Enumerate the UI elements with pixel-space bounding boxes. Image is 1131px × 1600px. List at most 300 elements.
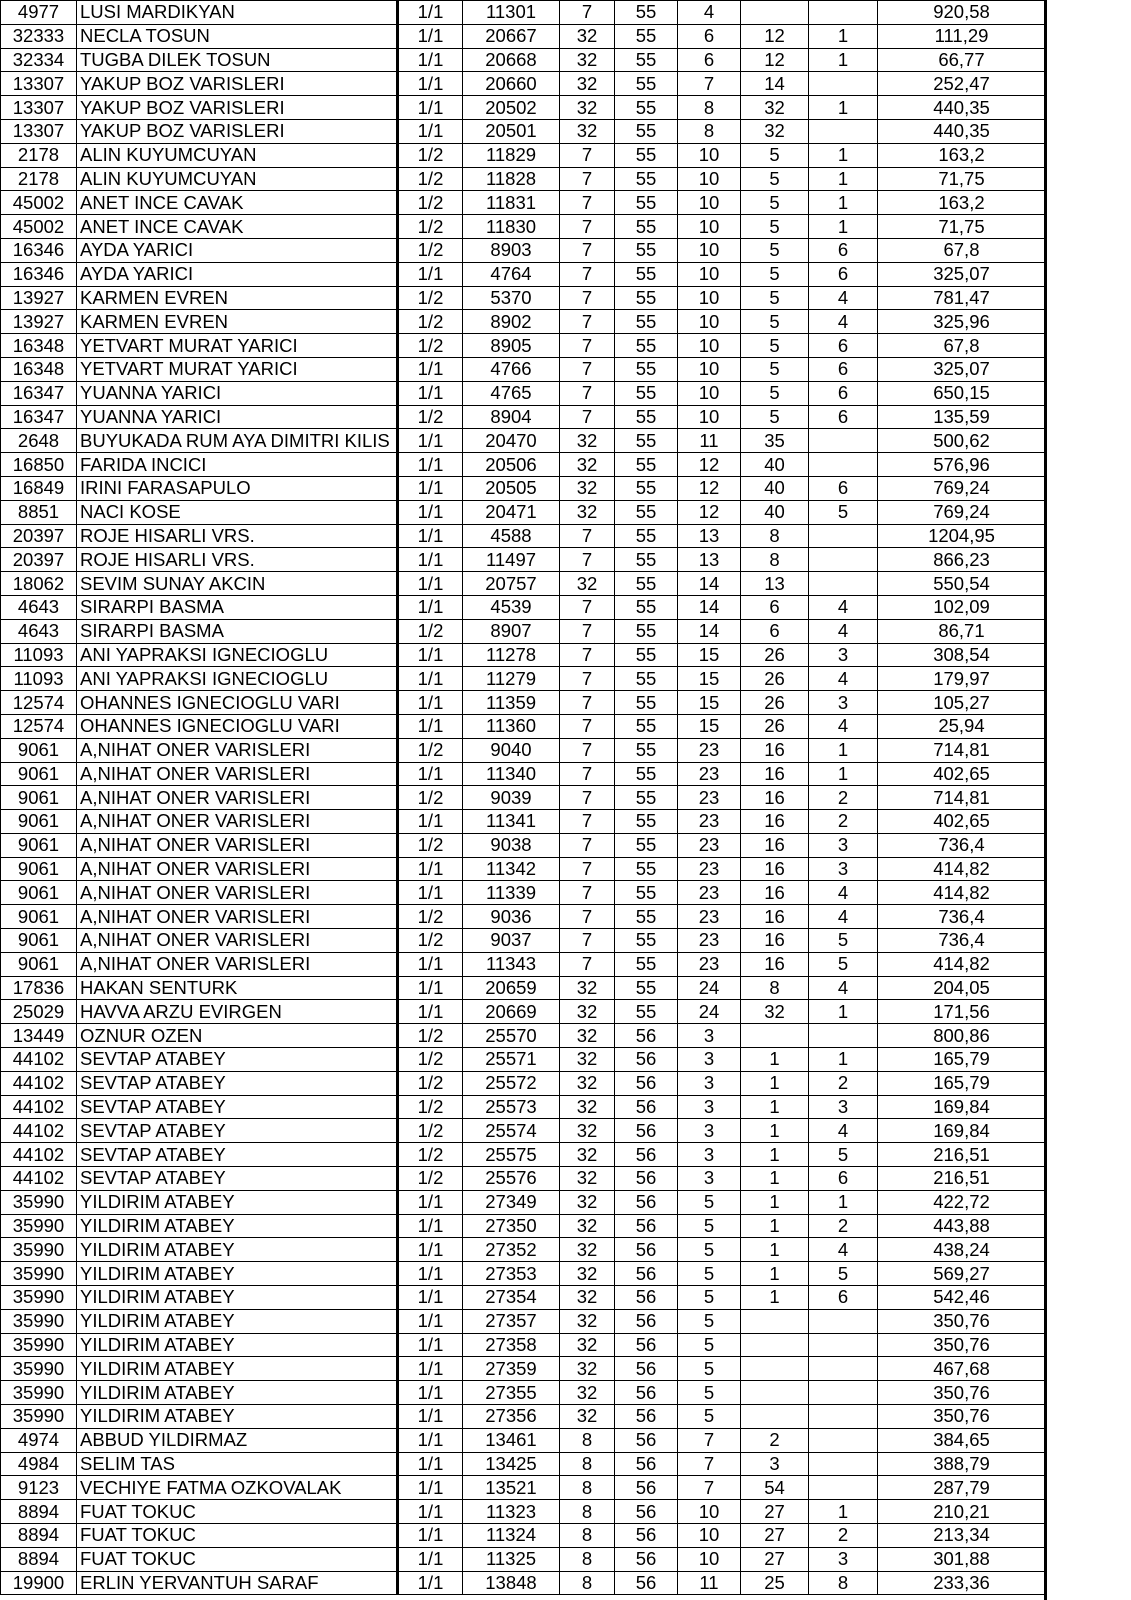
record-no-cell: 13461 — [463, 1428, 560, 1452]
share-cell: 1/1 — [398, 643, 463, 667]
lot-cell: 16 — [741, 786, 809, 810]
area-code-cell: 32 — [560, 1238, 615, 1262]
block-code-cell: 55 — [615, 381, 678, 405]
block-code-cell: 55 — [615, 24, 678, 48]
unit-cell: 4 — [809, 595, 878, 619]
parcel-cell: 14 — [678, 595, 741, 619]
amount-cell: 350,76 — [878, 1381, 1046, 1405]
lot-cell: 35 — [741, 429, 809, 453]
lot-cell: 2 — [741, 1428, 809, 1452]
block-code-cell: 55 — [615, 810, 678, 834]
owner-id-cell: 9061 — [1, 810, 77, 834]
block-code-cell: 56 — [615, 1143, 678, 1167]
record-no-cell: 11278 — [463, 643, 560, 667]
amount-cell: 920,58 — [878, 1, 1046, 25]
owner-name-cell: SEVTAP ATABEY — [77, 1095, 398, 1119]
owner-name-cell: ABBUD YILDIRMAZ — [77, 1428, 398, 1452]
share-cell: 1/2 — [398, 1143, 463, 1167]
share-cell: 1/1 — [398, 72, 463, 96]
block-code-cell: 56 — [615, 1071, 678, 1095]
table-row — [1, 96, 1046, 120]
owner-id-cell: 13307 — [1, 72, 77, 96]
block-code-cell: 55 — [615, 72, 678, 96]
block-code-cell: 56 — [615, 1405, 678, 1429]
amount-cell: 179,97 — [878, 667, 1046, 691]
lot-cell: 8 — [741, 976, 809, 1000]
parcel-cell: 24 — [678, 976, 741, 1000]
table-row — [1, 119, 1046, 143]
parcel-cell: 5 — [678, 1190, 741, 1214]
share-cell: 1/2 — [398, 929, 463, 953]
owner-name-cell: LUSI MARDIKYAN — [77, 1, 398, 25]
lot-cell: 16 — [741, 881, 809, 905]
table-row — [1, 143, 1046, 167]
owner-name-cell: A,NIHAT ONER VARISLERI — [77, 738, 398, 762]
share-cell: 1/1 — [398, 48, 463, 72]
owner-name-cell: ANI YAPRAKSI IGNECIOGLU — [77, 643, 398, 667]
unit-cell: 5 — [809, 500, 878, 524]
unit-cell: 6 — [809, 405, 878, 429]
record-no-cell: 20669 — [463, 1000, 560, 1024]
lot-cell: 1 — [741, 1214, 809, 1238]
parcel-cell: 5 — [678, 1381, 741, 1405]
area-code-cell: 7 — [560, 357, 615, 381]
owner-id-cell: 32333 — [1, 24, 77, 48]
table-row — [1, 405, 1046, 429]
area-code-cell: 7 — [560, 167, 615, 191]
lot-cell: 16 — [741, 952, 809, 976]
owner-id-cell: 2648 — [1, 429, 77, 453]
owner-name-cell: ERLIN YERVANTUH SARAF — [77, 1571, 398, 1595]
table-row — [1, 1357, 1046, 1381]
unit-cell: 1 — [809, 143, 878, 167]
share-cell: 1/2 — [398, 1167, 463, 1191]
table-row — [1, 1547, 1046, 1571]
amount-cell: 350,76 — [878, 1333, 1046, 1357]
record-no-cell: 27359 — [463, 1357, 560, 1381]
owner-id-cell: 9061 — [1, 905, 77, 929]
block-code-cell: 55 — [615, 667, 678, 691]
table-row — [1, 1214, 1046, 1238]
block-code-cell: 56 — [615, 1500, 678, 1524]
parcel-cell: 15 — [678, 691, 741, 715]
share-cell: 1/1 — [398, 262, 463, 286]
area-code-cell: 7 — [560, 524, 615, 548]
table-row — [1, 1143, 1046, 1167]
lot-cell — [741, 1381, 809, 1405]
record-no-cell: 27357 — [463, 1309, 560, 1333]
lot-cell — [741, 1, 809, 25]
owner-name-cell: AYDA YARICI — [77, 238, 398, 262]
table-row — [1, 1500, 1046, 1524]
table-row — [1, 1524, 1046, 1548]
record-no-cell: 27355 — [463, 1381, 560, 1405]
unit-cell: 1 — [809, 1000, 878, 1024]
record-no-cell: 13848 — [463, 1571, 560, 1595]
unit-cell: 3 — [809, 857, 878, 881]
lot-cell: 5 — [741, 357, 809, 381]
amount-cell: 550,54 — [878, 572, 1046, 596]
amount-cell: 402,65 — [878, 810, 1046, 834]
table-row — [1, 572, 1046, 596]
unit-cell — [809, 1357, 878, 1381]
area-code-cell: 7 — [560, 905, 615, 929]
table-row — [1, 1571, 1046, 1595]
owner-name-cell: ROJE HISARLI VRS. — [77, 548, 398, 572]
amount-cell: 1204,95 — [878, 524, 1046, 548]
parcel-cell: 6 — [678, 24, 741, 48]
unit-cell: 4 — [809, 905, 878, 929]
share-cell: 1/2 — [398, 1048, 463, 1072]
block-code-cell: 56 — [615, 1309, 678, 1333]
lot-cell: 16 — [741, 810, 809, 834]
owner-id-cell: 16348 — [1, 334, 77, 358]
block-code-cell: 55 — [615, 714, 678, 738]
share-cell: 1/1 — [398, 1547, 463, 1571]
amount-cell: 576,96 — [878, 453, 1046, 477]
share-cell: 1/2 — [398, 238, 463, 262]
owner-id-cell: 9123 — [1, 1476, 77, 1500]
table-row — [1, 1452, 1046, 1476]
area-code-cell: 7 — [560, 310, 615, 334]
lot-cell: 1 — [741, 1143, 809, 1167]
parcel-cell: 10 — [678, 143, 741, 167]
owner-name-cell: YILDIRIM ATABEY — [77, 1190, 398, 1214]
owner-name-cell: ANI YAPRAKSI IGNECIOGLU — [77, 667, 398, 691]
share-cell: 1/2 — [398, 1095, 463, 1119]
lot-cell: 25 — [741, 1571, 809, 1595]
block-code-cell: 55 — [615, 929, 678, 953]
lot-cell: 16 — [741, 857, 809, 881]
lot-cell: 6 — [741, 595, 809, 619]
amount-cell: 542,46 — [878, 1286, 1046, 1310]
share-cell: 1/1 — [398, 119, 463, 143]
parcel-cell: 8 — [678, 119, 741, 143]
area-code-cell: 7 — [560, 857, 615, 881]
record-no-cell: 20668 — [463, 48, 560, 72]
amount-cell: 414,82 — [878, 857, 1046, 881]
unit-cell: 5 — [809, 1262, 878, 1286]
table-row — [1, 24, 1046, 48]
owner-id-cell: 35990 — [1, 1333, 77, 1357]
owner-name-cell: SIRARPI BASMA — [77, 619, 398, 643]
owner-id-cell: 8851 — [1, 500, 77, 524]
parcel-cell: 11 — [678, 429, 741, 453]
block-code-cell: 55 — [615, 453, 678, 477]
table-row — [1, 762, 1046, 786]
table-row — [1, 1428, 1046, 1452]
owner-id-cell: 13449 — [1, 1024, 77, 1048]
table-row — [1, 833, 1046, 857]
area-code-cell: 7 — [560, 738, 615, 762]
table-row — [1, 476, 1046, 500]
block-code-cell: 56 — [615, 1524, 678, 1548]
area-code-cell: 7 — [560, 215, 615, 239]
parcel-cell: 14 — [678, 619, 741, 643]
area-code-cell: 7 — [560, 714, 615, 738]
share-cell: 1/1 — [398, 1238, 463, 1262]
lot-cell: 5 — [741, 191, 809, 215]
block-code-cell: 55 — [615, 786, 678, 810]
amount-cell: 163,2 — [878, 191, 1046, 215]
amount-cell: 71,75 — [878, 167, 1046, 191]
owner-id-cell: 44102 — [1, 1119, 77, 1143]
owner-id-cell: 13307 — [1, 119, 77, 143]
record-no-cell: 20667 — [463, 24, 560, 48]
share-cell: 1/1 — [398, 476, 463, 500]
block-code-cell: 55 — [615, 191, 678, 215]
owner-name-cell: A,NIHAT ONER VARISLERI — [77, 786, 398, 810]
amount-cell: 233,36 — [878, 1571, 1046, 1595]
owner-id-cell: 16347 — [1, 405, 77, 429]
record-no-cell: 11339 — [463, 881, 560, 905]
owner-name-cell: VECHIYE FATMA OZKOVALAK — [77, 1476, 398, 1500]
lot-cell: 16 — [741, 833, 809, 857]
unit-cell: 1 — [809, 167, 878, 191]
owner-id-cell: 16849 — [1, 476, 77, 500]
record-no-cell: 4765 — [463, 381, 560, 405]
area-code-cell: 7 — [560, 286, 615, 310]
owner-name-cell: IRINI FARASAPULO — [77, 476, 398, 500]
unit-cell — [809, 1381, 878, 1405]
parcel-cell: 23 — [678, 929, 741, 953]
lot-cell: 6 — [741, 619, 809, 643]
unit-cell: 4 — [809, 1238, 878, 1262]
parcel-cell: 14 — [678, 572, 741, 596]
table-row — [1, 310, 1046, 334]
table-row — [1, 976, 1046, 1000]
owner-name-cell: A,NIHAT ONER VARISLERI — [77, 881, 398, 905]
parcel-cell: 5 — [678, 1309, 741, 1333]
owner-id-cell: 45002 — [1, 191, 77, 215]
owner-name-cell: A,NIHAT ONER VARISLERI — [77, 905, 398, 929]
area-code-cell: 8 — [560, 1571, 615, 1595]
share-cell: 1/1 — [398, 1571, 463, 1595]
owner-name-cell: ROJE HISARLI VRS. — [77, 524, 398, 548]
lot-cell — [741, 1405, 809, 1429]
record-no-cell: 13425 — [463, 1452, 560, 1476]
owner-name-cell: FUAT TOKUC — [77, 1524, 398, 1548]
unit-cell: 1 — [809, 96, 878, 120]
table-row — [1, 1405, 1046, 1429]
unit-cell: 4 — [809, 881, 878, 905]
owner-name-cell: SEVTAP ATABEY — [77, 1119, 398, 1143]
record-no-cell: 8905 — [463, 334, 560, 358]
record-no-cell: 11831 — [463, 191, 560, 215]
parcel-cell: 10 — [678, 262, 741, 286]
owner-id-cell: 44102 — [1, 1143, 77, 1167]
lot-cell: 27 — [741, 1524, 809, 1548]
area-code-cell: 32 — [560, 429, 615, 453]
amount-cell: 86,71 — [878, 619, 1046, 643]
block-code-cell: 55 — [615, 357, 678, 381]
amount-cell: 350,76 — [878, 1405, 1046, 1429]
unit-cell — [809, 72, 878, 96]
table-row — [1, 1000, 1046, 1024]
table-row — [1, 357, 1046, 381]
block-code-cell: 56 — [615, 1167, 678, 1191]
share-cell: 1/2 — [398, 286, 463, 310]
block-code-cell: 55 — [615, 143, 678, 167]
table-row — [1, 786, 1046, 810]
table-row — [1, 548, 1046, 572]
record-no-cell: 20470 — [463, 429, 560, 453]
amount-cell: 414,82 — [878, 881, 1046, 905]
share-cell: 1/1 — [398, 1190, 463, 1214]
share-cell: 1/1 — [398, 1357, 463, 1381]
lot-cell: 32 — [741, 1000, 809, 1024]
owner-name-cell: SELIM TAS — [77, 1452, 398, 1476]
lot-cell: 5 — [741, 167, 809, 191]
share-cell: 1/1 — [398, 1500, 463, 1524]
block-code-cell: 55 — [615, 48, 678, 72]
share-cell: 1/1 — [398, 357, 463, 381]
owner-id-cell: 8894 — [1, 1500, 77, 1524]
record-no-cell: 11829 — [463, 143, 560, 167]
unit-cell: 2 — [809, 810, 878, 834]
owner-name-cell: ALIN KUYUMCUYAN — [77, 167, 398, 191]
block-code-cell: 55 — [615, 833, 678, 857]
unit-cell: 3 — [809, 1547, 878, 1571]
unit-cell — [809, 1024, 878, 1048]
record-no-cell: 11343 — [463, 952, 560, 976]
record-no-cell: 25570 — [463, 1024, 560, 1048]
owner-id-cell: 2178 — [1, 143, 77, 167]
record-no-cell: 13521 — [463, 1476, 560, 1500]
area-code-cell: 32 — [560, 1333, 615, 1357]
lot-cell: 26 — [741, 714, 809, 738]
owner-id-cell: 20397 — [1, 548, 77, 572]
record-no-cell: 27354 — [463, 1286, 560, 1310]
block-code-cell: 55 — [615, 286, 678, 310]
amount-cell: 769,24 — [878, 500, 1046, 524]
owner-name-cell: A,NIHAT ONER VARISLERI — [77, 762, 398, 786]
area-code-cell: 32 — [560, 1119, 615, 1143]
share-cell: 1/1 — [398, 857, 463, 881]
owner-id-cell: 16346 — [1, 238, 77, 262]
share-cell: 1/1 — [398, 714, 463, 738]
owner-name-cell: YAKUP BOZ VARISLERI — [77, 72, 398, 96]
unit-cell — [809, 548, 878, 572]
area-code-cell: 8 — [560, 1500, 615, 1524]
amount-cell: 308,54 — [878, 643, 1046, 667]
parcel-cell: 10 — [678, 334, 741, 358]
share-cell: 1/1 — [398, 1262, 463, 1286]
unit-cell — [809, 119, 878, 143]
area-code-cell: 32 — [560, 1309, 615, 1333]
area-code-cell: 8 — [560, 1547, 615, 1571]
table-row — [1, 1119, 1046, 1143]
parcel-cell: 10 — [678, 1547, 741, 1571]
parcel-cell: 23 — [678, 810, 741, 834]
share-cell: 1/1 — [398, 1000, 463, 1024]
owner-id-cell: 9061 — [1, 786, 77, 810]
record-no-cell: 25571 — [463, 1048, 560, 1072]
lot-cell: 13 — [741, 572, 809, 596]
table-row — [1, 1262, 1046, 1286]
area-code-cell: 32 — [560, 24, 615, 48]
amount-cell: 67,8 — [878, 334, 1046, 358]
amount-cell: 569,27 — [878, 1262, 1046, 1286]
parcel-cell: 23 — [678, 786, 741, 810]
record-no-cell: 9039 — [463, 786, 560, 810]
lot-cell: 12 — [741, 48, 809, 72]
area-code-cell: 32 — [560, 1190, 615, 1214]
area-code-cell: 7 — [560, 881, 615, 905]
owner-id-cell: 35990 — [1, 1286, 77, 1310]
block-code-cell: 55 — [615, 96, 678, 120]
owner-name-cell: YILDIRIM ATABEY — [77, 1357, 398, 1381]
owner-name-cell: FUAT TOKUC — [77, 1500, 398, 1524]
record-no-cell: 25576 — [463, 1167, 560, 1191]
parcel-cell: 12 — [678, 476, 741, 500]
area-code-cell: 7 — [560, 762, 615, 786]
owner-id-cell: 35990 — [1, 1309, 77, 1333]
owner-name-cell: OHANNES IGNECIOGLU VARI — [77, 714, 398, 738]
parcel-cell: 10 — [678, 238, 741, 262]
record-no-cell: 20471 — [463, 500, 560, 524]
table-row — [1, 429, 1046, 453]
record-no-cell: 4764 — [463, 262, 560, 286]
lot-cell: 1 — [741, 1095, 809, 1119]
amount-cell: 714,81 — [878, 786, 1046, 810]
lot-cell: 26 — [741, 691, 809, 715]
owner-id-cell: 17836 — [1, 976, 77, 1000]
area-code-cell: 32 — [560, 476, 615, 500]
owner-name-cell: NECLA TOSUN — [77, 24, 398, 48]
record-no-cell: 4539 — [463, 595, 560, 619]
amount-cell: 402,65 — [878, 762, 1046, 786]
share-cell: 1/2 — [398, 619, 463, 643]
amount-cell: 105,27 — [878, 691, 1046, 715]
record-no-cell: 11497 — [463, 548, 560, 572]
area-code-cell: 7 — [560, 786, 615, 810]
amount-cell: 650,15 — [878, 381, 1046, 405]
unit-cell: 6 — [809, 334, 878, 358]
lot-cell — [741, 1309, 809, 1333]
parcel-cell: 13 — [678, 548, 741, 572]
area-code-cell: 7 — [560, 595, 615, 619]
lot-cell: 16 — [741, 738, 809, 762]
table-row — [1, 1190, 1046, 1214]
record-no-cell: 11323 — [463, 1500, 560, 1524]
owner-name-cell: OHANNES IGNECIOGLU VARI — [77, 691, 398, 715]
owner-name-cell: YAKUP BOZ VARISLERI — [77, 119, 398, 143]
lot-cell: 1 — [741, 1071, 809, 1095]
table-row — [1, 881, 1046, 905]
owner-id-cell: 4643 — [1, 595, 77, 619]
table-row — [1, 810, 1046, 834]
owner-name-cell: A,NIHAT ONER VARISLERI — [77, 952, 398, 976]
share-cell: 1/1 — [398, 96, 463, 120]
owner-name-cell: HAVVA ARZU EVIRGEN — [77, 1000, 398, 1024]
block-code-cell: 55 — [615, 476, 678, 500]
record-no-cell: 27356 — [463, 1405, 560, 1429]
unit-cell — [809, 1333, 878, 1357]
parcel-cell: 23 — [678, 905, 741, 929]
record-no-cell: 25574 — [463, 1119, 560, 1143]
lot-cell: 5 — [741, 262, 809, 286]
unit-cell — [809, 1309, 878, 1333]
unit-cell — [809, 524, 878, 548]
owner-id-cell: 35990 — [1, 1190, 77, 1214]
lot-cell: 5 — [741, 286, 809, 310]
block-code-cell: 55 — [615, 691, 678, 715]
owner-id-cell: 13307 — [1, 96, 77, 120]
owner-id-cell: 20397 — [1, 524, 77, 548]
unit-cell: 1 — [809, 215, 878, 239]
block-code-cell: 55 — [615, 215, 678, 239]
